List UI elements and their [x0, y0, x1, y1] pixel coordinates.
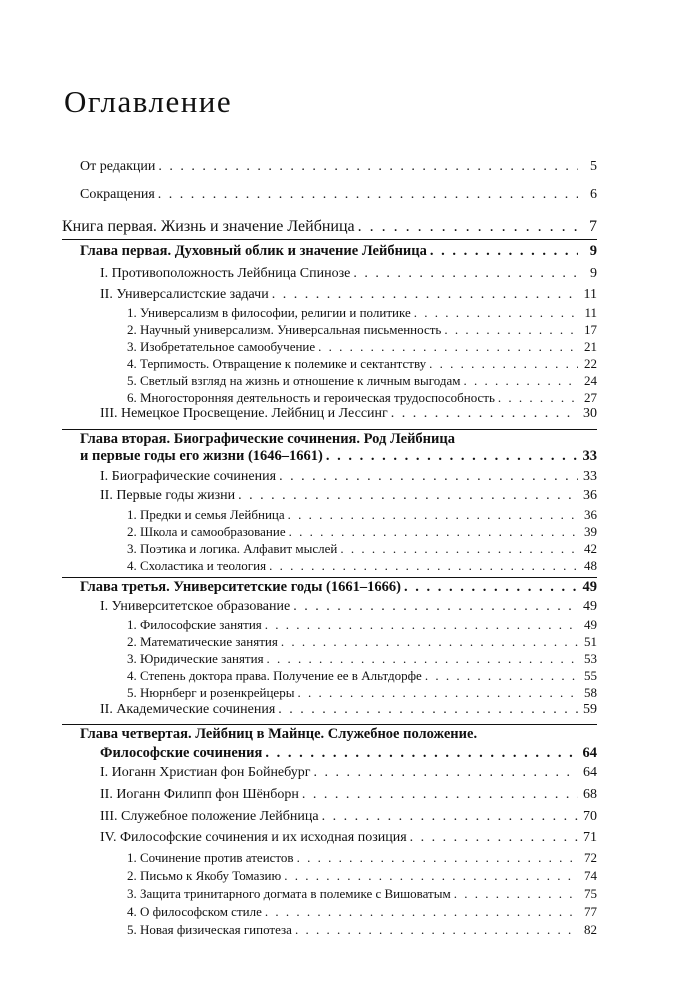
- toc-entry-subsection[interactable]: [127, 541, 597, 557]
- toc-entry-subsection[interactable]: [127, 668, 597, 684]
- entry-title: 4. Степень доктора права. Получение ее в Альтдорфе: [127, 668, 422, 683]
- toc-entry-section[interactable]: [100, 488, 597, 504]
- entry-title: 1. Сочинение против атеистов: [127, 850, 294, 865]
- entry-title: I. Биографические сочинения: [100, 469, 277, 484]
- chapter-divider: [62, 724, 597, 725]
- entry-title: 2. Письмо к Якобу Томазию: [127, 868, 282, 883]
- dot-leader: [295, 922, 578, 938]
- toc-entry-section[interactable]: [100, 599, 597, 615]
- dot-leader: [269, 558, 578, 574]
- toc-entry-subsection[interactable]: [127, 524, 597, 540]
- entry-title: 4. Схоластика и теология: [127, 558, 267, 573]
- toc-entry-chapter[interactable]: [80, 448, 597, 465]
- entry-page: 9: [590, 266, 597, 281]
- entry-page: 7: [589, 218, 597, 235]
- entry-title: 6. Многосторонняя деятельность и героическая трудоспособность: [127, 390, 495, 405]
- entry-title: 4. Терпимость. Отвращение к полемике и сектантству: [127, 356, 427, 371]
- entry-page: 5: [590, 159, 597, 174]
- toc-entry-section[interactable]: [100, 287, 597, 303]
- dot-leader: [425, 668, 578, 684]
- chapter-divider: [62, 429, 597, 430]
- dot-leader: [265, 617, 578, 633]
- dot-leader: [278, 702, 578, 718]
- dot-leader: [302, 787, 578, 803]
- entry-page: 24: [584, 373, 597, 388]
- entry-page: 48: [584, 558, 597, 573]
- dot-leader: [293, 599, 578, 615]
- toc-entry-subsection[interactable]: [127, 868, 597, 884]
- entry-page: 39: [584, 524, 597, 539]
- entry-title: 3. Юридические занятия: [127, 651, 264, 666]
- chapter-divider: [62, 577, 597, 578]
- dot-leader: [284, 868, 578, 884]
- entry-page: 82: [584, 922, 597, 937]
- entry-title: Глава первая. Духовный облик и значение Лейбница: [80, 243, 427, 259]
- entry-title: 1. Универсализм в философии, религии и политике: [127, 305, 411, 320]
- toc-entry-subsection[interactable]: [127, 305, 597, 321]
- dot-leader: [444, 322, 578, 338]
- dot-leader: [410, 830, 578, 846]
- dot-leader: [318, 339, 578, 355]
- entry-title: Сокращения: [80, 187, 155, 202]
- toc-entry-section[interactable]: [100, 809, 597, 825]
- dot-leader: [353, 266, 578, 282]
- entry-page: 72: [584, 850, 597, 865]
- toc-entry-subsection[interactable]: [127, 850, 597, 866]
- chapter-divider: [62, 239, 597, 240]
- entry-title: II. Первые годы жизни: [100, 488, 236, 503]
- dot-leader: [391, 406, 578, 422]
- chapter-title-line-1: Глава вторая. Биографические сочинения. Род Лейбница: [80, 431, 455, 447]
- entry-page: 70: [583, 809, 597, 824]
- entry-page: 59: [583, 702, 597, 717]
- entry-title: II. Универсалистские задачи: [100, 287, 269, 302]
- entry-title: II. Академические сочинения: [100, 702, 276, 717]
- toc-entry-section[interactable]: [100, 266, 597, 282]
- dot-leader: [358, 218, 578, 236]
- entry-title: 3. Поэтика и логика. Алфавит мыслей: [127, 541, 338, 556]
- dot-leader: [281, 634, 578, 650]
- entry-page: 33: [583, 469, 597, 484]
- entry-title: 2. Научный универсализм. Универсальная письменность: [127, 322, 442, 337]
- entry-title: 4. О философском стиле: [127, 904, 262, 919]
- entry-page: 49: [582, 579, 597, 595]
- chapter-title-line-1: Глава четвертая. Лейбниц в Майнце. Служебное положение.: [80, 726, 478, 742]
- entry-title: I. Противоположность Лейбница Спинозе: [100, 266, 351, 281]
- entry-page: 49: [584, 617, 597, 632]
- toc-entry-subsection[interactable]: [127, 390, 597, 406]
- entry-page: 75: [584, 886, 597, 901]
- toc-entry-chapter[interactable]: [80, 579, 597, 596]
- dot-leader: [454, 886, 578, 902]
- entry-page: 36: [583, 488, 597, 503]
- entry-page: 11: [583, 287, 597, 302]
- entry-page: 71: [583, 830, 597, 845]
- entry-page: 42: [584, 541, 597, 556]
- entry-page: 49: [583, 599, 597, 614]
- toc-entry-chapter[interactable]: [100, 745, 597, 762]
- toc-entry-subsection[interactable]: [127, 558, 597, 574]
- entry-page: 64: [583, 765, 597, 780]
- dot-leader: [429, 356, 578, 372]
- entry-title: I. Университетское образование: [100, 599, 291, 614]
- dot-leader: [463, 373, 578, 389]
- entry-page: 6: [590, 187, 597, 202]
- entry-page: 36: [584, 507, 597, 522]
- entry-page: 74: [584, 868, 597, 883]
- entry-page: 11: [584, 305, 597, 320]
- entry-title: III. Немецкое Просвещение. Лейбниц и Лессинг: [100, 406, 388, 421]
- dot-leader: [289, 524, 578, 540]
- dot-leader: [498, 390, 578, 406]
- entry-page: 55: [584, 668, 597, 683]
- toc-entry-subsection[interactable]: [127, 507, 597, 523]
- entry-title: 5. Нюрнберг и розенкрейцеры: [127, 685, 295, 700]
- toc-entry-section[interactable]: [100, 830, 597, 846]
- toc-entry-subsection[interactable]: [127, 339, 597, 355]
- entry-title: Глава третья. Университетские годы (1661–1666): [80, 579, 401, 595]
- toc-entry-book[interactable]: [62, 218, 597, 236]
- dot-leader: [272, 287, 578, 303]
- entry-page: 77: [584, 904, 597, 919]
- dot-leader: [326, 448, 578, 465]
- dot-leader: [288, 507, 578, 523]
- toc-entry-subsection[interactable]: [127, 322, 597, 338]
- dot-leader: [265, 745, 578, 762]
- entry-title: 2. Школа и самообразование: [127, 524, 286, 539]
- entry-page: 64: [582, 745, 597, 761]
- dot-leader: [322, 809, 578, 825]
- entry-page: 58: [584, 685, 597, 700]
- entry-title: 5. Новая физическая гипотеза: [127, 922, 292, 937]
- toc-entry-subsection[interactable]: [127, 651, 597, 667]
- entry-title: 3. Изобретательное самообучение: [127, 339, 316, 354]
- dot-leader: [414, 305, 578, 321]
- dot-leader: [297, 850, 578, 866]
- toc-entry-subsection[interactable]: [127, 922, 597, 938]
- entry-page: 53: [584, 651, 597, 666]
- entry-page: 68: [583, 787, 597, 802]
- entry-title: Книга первая. Жизнь и значение Лейбница: [62, 218, 355, 235]
- toc-entry-chapter[interactable]: [80, 243, 597, 260]
- entry-page: 9: [589, 243, 597, 259]
- entry-page: 51: [584, 634, 597, 649]
- entry-title: 5. Светлый взгляд на жизнь и отношение к личным выгодам: [127, 373, 461, 388]
- entry-title: и первые годы его жизни (1646–1661): [80, 448, 323, 464]
- dot-leader: [279, 469, 578, 485]
- dot-leader: [158, 187, 578, 203]
- toc-entry-section[interactable]: [100, 702, 597, 718]
- dot-leader: [313, 765, 578, 781]
- toc-entry-front-2[interactable]: [80, 187, 597, 203]
- entry-title: IV. Философские сочинения и их исходная позиция: [100, 830, 407, 845]
- page-title: Оглавление: [64, 84, 233, 119]
- dot-leader: [404, 579, 578, 596]
- entry-page: 33: [582, 448, 597, 464]
- dot-leader: [238, 488, 578, 504]
- entry-page: 21: [584, 339, 597, 354]
- entry-title: Философские сочинения: [100, 745, 263, 761]
- entry-title: II. Иоганн Филипп фон Шёнборн: [100, 787, 299, 802]
- dot-leader: [265, 904, 578, 920]
- dot-leader: [158, 159, 578, 175]
- entry-title: От редакции: [80, 159, 156, 174]
- entry-page: 22: [584, 356, 597, 371]
- entry-page: 27: [584, 390, 597, 405]
- dot-leader: [267, 651, 578, 667]
- entry-title: 3. Защита тринитарного догмата в полемике с Вишоватым: [127, 886, 451, 901]
- toc-entry-subsection[interactable]: [127, 617, 597, 633]
- dot-leader: [340, 541, 578, 557]
- toc-entry-subsection[interactable]: [127, 904, 597, 920]
- dot-leader: [297, 685, 578, 701]
- toc-entry-section[interactable]: [100, 765, 597, 781]
- entry-title: III. Служебное положение Лейбница: [100, 809, 319, 824]
- toc-entry-subsection[interactable]: [127, 886, 597, 902]
- entry-title: 1. Предки и семья Лейбница: [127, 507, 285, 522]
- toc-entry-subsection[interactable]: [127, 356, 597, 372]
- entry-title: 1. Философские занятия: [127, 617, 262, 632]
- toc-entry-subsection[interactable]: [127, 373, 597, 389]
- toc-entry-front-1[interactable]: [80, 159, 597, 175]
- entry-title: 2. Математические занятия: [127, 634, 278, 649]
- entry-page: 17: [584, 322, 597, 337]
- toc-entry-section[interactable]: [100, 787, 597, 803]
- toc-entry-subsection[interactable]: [127, 634, 597, 650]
- toc-entry-subsection[interactable]: [127, 685, 597, 701]
- dot-leader: [430, 243, 578, 260]
- entry-title: I. Иоганн Христиан фон Бойнебург: [100, 765, 311, 780]
- toc-entry-section[interactable]: [100, 469, 597, 485]
- toc-entry-section[interactable]: [100, 406, 597, 422]
- entry-page: 30: [583, 406, 597, 421]
